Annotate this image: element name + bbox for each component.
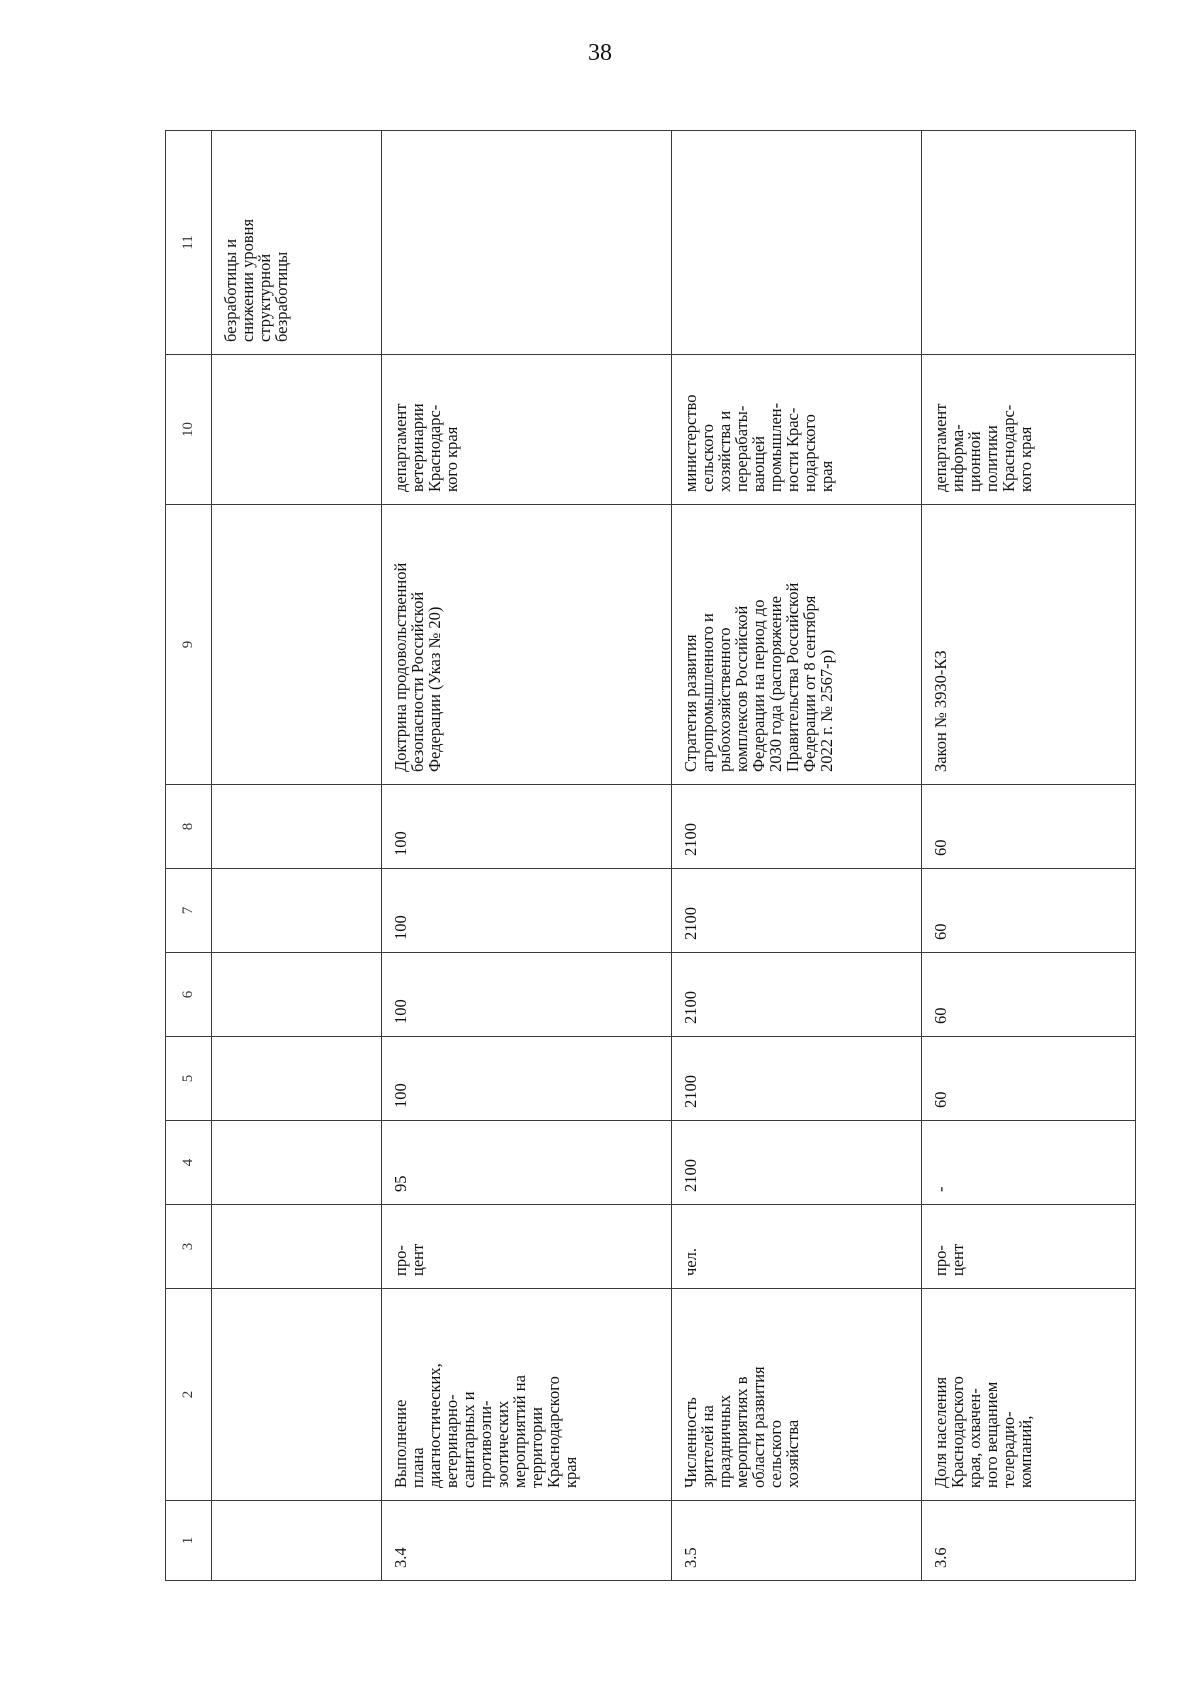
table-cell: 60 [922, 1037, 1136, 1121]
table-row [212, 131, 382, 1581]
table-cell: 2100 [672, 869, 922, 953]
table-cell: 100 [382, 869, 672, 953]
table-row [922, 131, 1136, 1581]
table-cell: Стратегия развития агропромышленного и рыбохозяйственного комплексов Российской Федерации на период до 2030 года (распоряжение Правительства Российской Федерации от 8 сентября 2022 г. № 2567-р) [672, 505, 922, 785]
table-cell: про- цент [922, 1205, 1136, 1289]
header-cell: 11 [166, 131, 212, 355]
table-cell [212, 505, 382, 785]
table-cell: 60 [922, 953, 1136, 1037]
header-cell: 1 [166, 1501, 212, 1581]
table-cell: 2100 [672, 785, 922, 869]
table-cell: Выполнение плана диагностических, ветеринарно- санитарных и противоэпи- зоотических мероприятий на территории Краснодарского края [382, 1289, 672, 1501]
table-cell [382, 131, 672, 355]
table-cell [672, 131, 922, 355]
table-cell [212, 1121, 382, 1205]
table-cell: 100 [382, 1037, 672, 1121]
table-cell: 60 [922, 869, 1136, 953]
table-cell: 95 [382, 1121, 672, 1205]
table-cell: министерство сельского хозяйства и перерабаты- вающей промышлен- ности Крас- нодарского края [672, 355, 922, 505]
header-cell: 8 [166, 785, 212, 869]
table-cell: 2100 [672, 1121, 922, 1205]
table-cell: безработицы и снижении уровня структурной безработицы [212, 131, 382, 355]
table-header-row [166, 131, 212, 1581]
page-number: 38 [588, 40, 612, 66]
table-cell: 100 [382, 785, 672, 869]
table-cell [922, 131, 1136, 355]
header-cell: 7 [166, 869, 212, 953]
header-cell: 4 [166, 1121, 212, 1205]
table-cell: 100 [382, 953, 672, 1037]
table-cell: чел. [672, 1205, 922, 1289]
table-cell: 3.6 [922, 1501, 1136, 1581]
table-cell [212, 1501, 382, 1581]
table-cell [212, 355, 382, 505]
table-cell: про- цент [382, 1205, 672, 1289]
table-cell: 2100 [672, 1037, 922, 1121]
header-cell: 10 [166, 355, 212, 505]
table-cell: Доля населения Краснодарского края, охвачен- ного вещанием телерадио- компаний, [922, 1289, 1136, 1501]
header-cell: 6 [166, 953, 212, 1037]
table-cell: Закон № 3930-КЗ [922, 505, 1136, 785]
table-cell: департамент ветеринарии Краснодарс- кого края [382, 355, 672, 505]
header-cell: 3 [166, 1205, 212, 1289]
table-cell: Численность зрителей на праздничных мероприятиях в области развития сельского хозяйства [672, 1289, 922, 1501]
table-cell: 60 [922, 785, 1136, 869]
table-cell [212, 785, 382, 869]
indicators-table [165, 130, 1136, 1581]
table-cell: 2100 [672, 953, 922, 1037]
table-row [672, 131, 922, 1581]
table-cell: департамент информа- ционной политики Краснодарс- кого края [922, 355, 1136, 505]
header-cell: 9 [166, 505, 212, 785]
table-cell [212, 1289, 382, 1501]
table-cell: 3.4 [382, 1501, 672, 1581]
table-cell [212, 953, 382, 1037]
table-cell: 3.5 [672, 1501, 922, 1581]
table-cell [212, 1205, 382, 1289]
table-cell: - [922, 1121, 1136, 1205]
header-cell: 2 [166, 1289, 212, 1501]
table-cell [212, 869, 382, 953]
rotated-table-container [165, 131, 1135, 1581]
table-cell: Доктрина продовольственной безопасности Российской Федерации (Указ № 20) [382, 505, 672, 785]
header-cell: 5 [166, 1037, 212, 1121]
table-row [382, 131, 672, 1581]
table-cell [212, 1037, 382, 1121]
